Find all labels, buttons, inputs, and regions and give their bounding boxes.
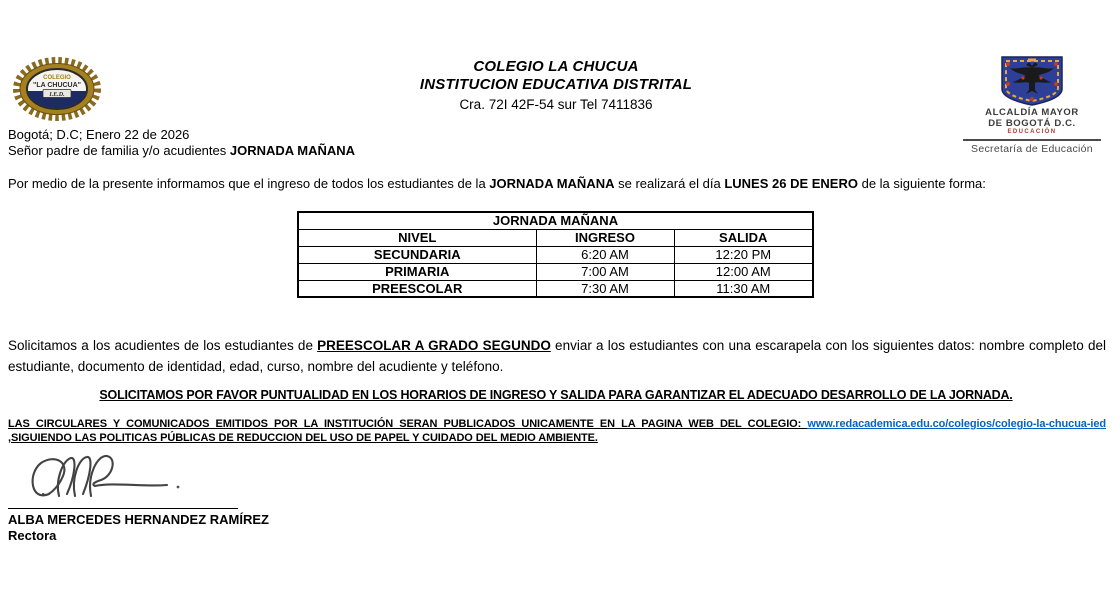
- date-line: Bogotá; D.C; Enero 22 de 2026: [8, 127, 190, 142]
- table-row: [298, 263, 813, 280]
- cell-ingreso: 7:30 AM: [536, 280, 674, 297]
- letterhead: [0, 58, 1112, 114]
- escarapela-grades: PREESCOLAR A GRADO SEGUNDO: [317, 338, 551, 353]
- intro-text-3: de la siguiente forma:: [857, 176, 986, 191]
- cell-ingreso: 7:00 AM: [536, 263, 674, 280]
- web-notice-paragraph: [8, 417, 1106, 445]
- intro-date: LUNES 26 DE ENERO: [724, 176, 858, 191]
- salutation-text: Señor padre de familia y/o acudientes: [8, 143, 230, 158]
- web-notice-text-2: ,SIGUIENDO LAS POLITICAS PÚBLICAS DE REDUCCION DEL USO DE PAPEL Y CUIDADO DEL MEDIO AMBIENTE.: [8, 432, 598, 444]
- school-website-link[interactable]: www.redacademica.edu.co/colegios/colegio-la-chucua-ied: [807, 418, 1106, 430]
- cell-salida: 12:00 AM: [674, 263, 813, 280]
- escarapela-text-1: Solicitamos a los acudientes de los estudiantes de: [8, 338, 318, 353]
- bogota-coat-of-arms-icon: [996, 56, 1068, 106]
- table-row: [298, 246, 813, 263]
- handwritten-signature: [25, 450, 190, 510]
- col-header-ingreso: INGRESO: [536, 229, 674, 246]
- schedule-table: [297, 211, 814, 298]
- schedule-table-container: [297, 211, 814, 298]
- svg-text:COLEGIO: COLEGIO: [43, 75, 71, 81]
- salutation-line: [8, 143, 355, 158]
- intro-jornada: JORNADA MAÑANA: [489, 176, 615, 191]
- cell-ingreso: 6:20 AM: [536, 246, 674, 263]
- cell-salida: 12:20 PM: [674, 246, 813, 263]
- web-notice-text-1: LAS CIRCULARES Y COMUNICADOS EMITIDOS POR LA INSTITUCIÓN SERAN PUBLICADOS UNICAMENTE EN LA PAGINA WEB DEL COLEGIO:: [8, 418, 808, 430]
- signer-name: ALBA MERCEDES HERNANDEZ RAMÍREZ: [8, 512, 269, 527]
- school-type: INSTITUCION EDUCATIVA DISTRITAL: [419, 76, 693, 93]
- signer-role: Rectora: [8, 528, 57, 543]
- col-header-nivel: NIVEL: [298, 229, 536, 246]
- table-row: [298, 280, 813, 297]
- table-header-row: [298, 229, 813, 246]
- salutation-audience: JORNADA MAÑANA: [229, 143, 356, 158]
- col-header-salida: SALIDA: [674, 229, 813, 246]
- intro-text-1: Por medio de la presente informamos que el ingreso de todos los estudiantes de la: [8, 176, 490, 191]
- city-logo-line2: DE BOGOTÁ D.C.: [988, 118, 1076, 129]
- signature-rule: [8, 508, 238, 509]
- school-address: Cra. 72I 42F-54 sur Tel 7411836: [459, 97, 653, 112]
- escarapela-paragraph: [8, 335, 1106, 377]
- punctuality-notice: SOLICITAMOS POR FAVOR PUNTUALIDAD EN LOS HORARIOS DE INGRESO Y SALIDA PARA GARANTIZAR EL ADECUADO DESARROLLO DE LA JORNADA.: [99, 388, 1013, 402]
- cell-nivel: PREESCOLAR: [298, 280, 536, 297]
- intro-text-2: se realizará el día: [614, 176, 725, 191]
- table-title: JORNADA MAÑANA: [298, 212, 813, 229]
- escarapela-text-2: enviar a los estudiantes con una escarapela con los siguientes datos: nombre completo del estudiante, documento de identidad, edad, curso, nombre del acudiente y teléfono.: [8, 338, 1106, 374]
- cell-nivel: SECUNDARIA: [298, 246, 536, 263]
- city-logo-line1: ALCALDÍA MAYOR: [985, 107, 1079, 118]
- svg-text:"LA CHUCUA": "LA CHUCUA": [33, 82, 81, 89]
- svg-text:I.E.D.: I.E.D.: [49, 92, 65, 98]
- city-logo-line4: Secretaría de Educación: [971, 143, 1093, 155]
- school-name: COLEGIO LA CHUCUA: [473, 58, 639, 75]
- city-logo-line3: EDUCACIÓN: [1007, 129, 1057, 135]
- city-logo-divider: [963, 139, 1101, 141]
- cell-nivel: PRIMARIA: [298, 263, 536, 280]
- intro-paragraph: [8, 176, 1106, 191]
- table-title-row: [298, 212, 813, 229]
- city-government-logo: [963, 56, 1101, 155]
- cell-salida: 11:30 AM: [674, 280, 813, 297]
